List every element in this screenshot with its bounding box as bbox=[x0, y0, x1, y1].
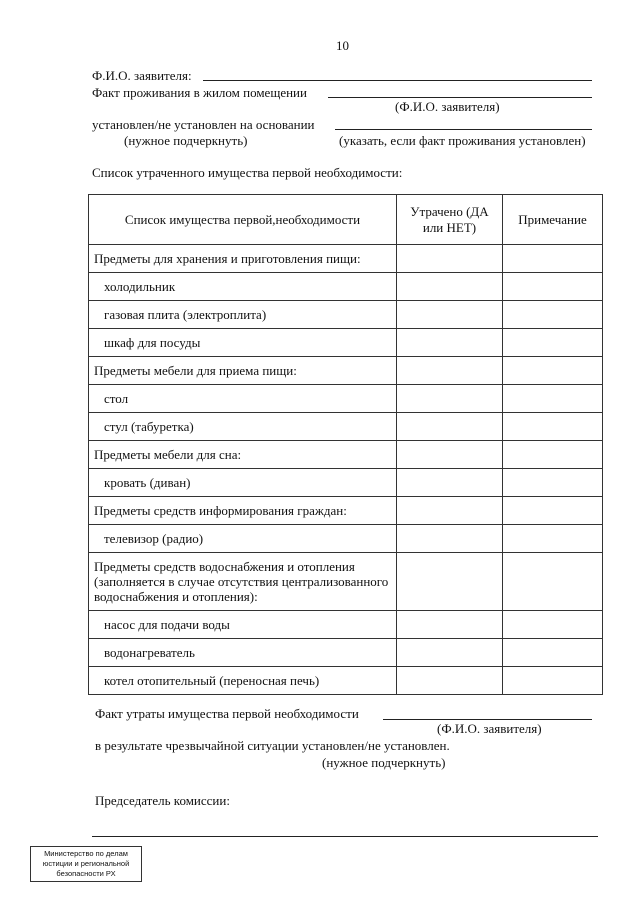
table-header-row bbox=[89, 195, 603, 245]
note-cell[interactable] bbox=[503, 611, 603, 639]
lost-cell[interactable] bbox=[397, 525, 503, 553]
lost-cell[interactable] bbox=[397, 469, 503, 497]
property-group-label: Предметы средств водоснабжения и отопления (заполняется в случае отсутствия централизованного водоснабжения и отопления): bbox=[89, 553, 397, 611]
stamp-line-1: Министерство по делам bbox=[44, 849, 128, 858]
underline-hint-2: (нужное подчеркнуть) bbox=[322, 755, 446, 770]
table-row bbox=[89, 385, 603, 413]
lost-cell[interactable] bbox=[397, 273, 503, 301]
note-cell[interactable] bbox=[503, 301, 603, 329]
applicant-label: Ф.И.О. заявителя: bbox=[92, 68, 192, 83]
lost-cell[interactable] bbox=[397, 413, 503, 441]
stamp-line-3: безопасности РХ bbox=[56, 869, 116, 878]
property-item-label: котел отопительный (переносная печь) bbox=[89, 667, 397, 695]
loss-name-line[interactable] bbox=[383, 719, 592, 720]
table-row bbox=[89, 525, 603, 553]
property-group-label: Предметы мебели для сна: bbox=[89, 441, 397, 469]
stamp-line-2: юстиции и региональной bbox=[42, 859, 130, 868]
table-row bbox=[89, 553, 603, 611]
property-item-label: телевизор (радио) bbox=[89, 525, 397, 553]
residence-name-line[interactable] bbox=[328, 97, 592, 98]
chairman-signature-line[interactable] bbox=[92, 836, 598, 837]
table-row bbox=[89, 639, 603, 667]
lost-cell[interactable] bbox=[397, 357, 503, 385]
note-cell[interactable] bbox=[503, 553, 603, 611]
note-cell[interactable] bbox=[503, 525, 603, 553]
note-cell[interactable] bbox=[503, 469, 603, 497]
table-row bbox=[89, 497, 603, 525]
note-cell[interactable] bbox=[503, 441, 603, 469]
underline-hint: (нужное подчеркнуть) bbox=[124, 133, 248, 148]
note-cell[interactable] bbox=[503, 245, 603, 273]
table-row bbox=[89, 273, 603, 301]
property-item-label: холодильник bbox=[89, 273, 397, 301]
loss-name-hint: (Ф.И.О. заявителя) bbox=[437, 721, 542, 736]
lost-cell[interactable] bbox=[397, 441, 503, 469]
property-item-label: шкаф для посуды bbox=[89, 329, 397, 357]
property-item-label: стул (табуретка) bbox=[89, 413, 397, 441]
note-cell[interactable] bbox=[503, 273, 603, 301]
ministry-stamp bbox=[30, 846, 142, 882]
property-item-label: водонагреватель bbox=[89, 639, 397, 667]
header-lost: Утрачено (ДА или НЕТ) bbox=[397, 195, 503, 245]
property-group-label: Предметы для хранения и приготовления пищи: bbox=[89, 245, 397, 273]
chairman-label: Председатель комиссии: bbox=[95, 793, 230, 808]
applicant-name-hint: (Ф.И.О. заявителя) bbox=[395, 99, 500, 114]
table-row bbox=[89, 441, 603, 469]
table-row bbox=[89, 301, 603, 329]
basis-line[interactable] bbox=[335, 129, 592, 130]
property-item-label: кровать (диван) bbox=[89, 469, 397, 497]
note-cell[interactable] bbox=[503, 667, 603, 695]
lost-cell[interactable] bbox=[397, 667, 503, 695]
property-item-label: стол bbox=[89, 385, 397, 413]
established-label: установлен/не установлен на основании bbox=[92, 117, 315, 132]
property-item-label: насос для подачи воды bbox=[89, 611, 397, 639]
basis-hint: (указать, если факт проживания установлен) bbox=[339, 133, 586, 148]
loss-fact-label: Факт утраты имущества первой необходимости bbox=[95, 706, 359, 721]
page-number: 10 bbox=[336, 38, 349, 53]
residence-fact-label: Факт проживания в жилом помещении bbox=[92, 85, 307, 100]
table-row bbox=[89, 611, 603, 639]
lost-cell[interactable] bbox=[397, 245, 503, 273]
header-note: Примечание bbox=[503, 195, 603, 245]
header-property-list: Список имущества первой,необходимости bbox=[89, 195, 397, 245]
property-group-label: Предметы средств информирования граждан: bbox=[89, 497, 397, 525]
table-row bbox=[89, 469, 603, 497]
note-cell[interactable] bbox=[503, 385, 603, 413]
table-row bbox=[89, 357, 603, 385]
emergency-text: в результате чрезвычайной ситуации установлен/не установлен. bbox=[95, 738, 450, 753]
list-title: Список утраченного имущества первой необходимости: bbox=[92, 165, 403, 180]
note-cell[interactable] bbox=[503, 357, 603, 385]
note-cell[interactable] bbox=[503, 329, 603, 357]
lost-cell[interactable] bbox=[397, 639, 503, 667]
table-row bbox=[89, 329, 603, 357]
table-row bbox=[89, 413, 603, 441]
property-item-label: газовая плита (электроплита) bbox=[89, 301, 397, 329]
lost-cell[interactable] bbox=[397, 385, 503, 413]
note-cell[interactable] bbox=[503, 413, 603, 441]
table-row bbox=[89, 667, 603, 695]
lost-cell[interactable] bbox=[397, 611, 503, 639]
lost-cell[interactable] bbox=[397, 329, 503, 357]
applicant-name-line[interactable] bbox=[203, 80, 592, 81]
lost-cell[interactable] bbox=[397, 553, 503, 611]
note-cell[interactable] bbox=[503, 497, 603, 525]
lost-cell[interactable] bbox=[397, 497, 503, 525]
table-row bbox=[89, 245, 603, 273]
property-table bbox=[88, 194, 603, 695]
property-group-label: Предметы мебели для приема пищи: bbox=[89, 357, 397, 385]
note-cell[interactable] bbox=[503, 639, 603, 667]
lost-cell[interactable] bbox=[397, 301, 503, 329]
